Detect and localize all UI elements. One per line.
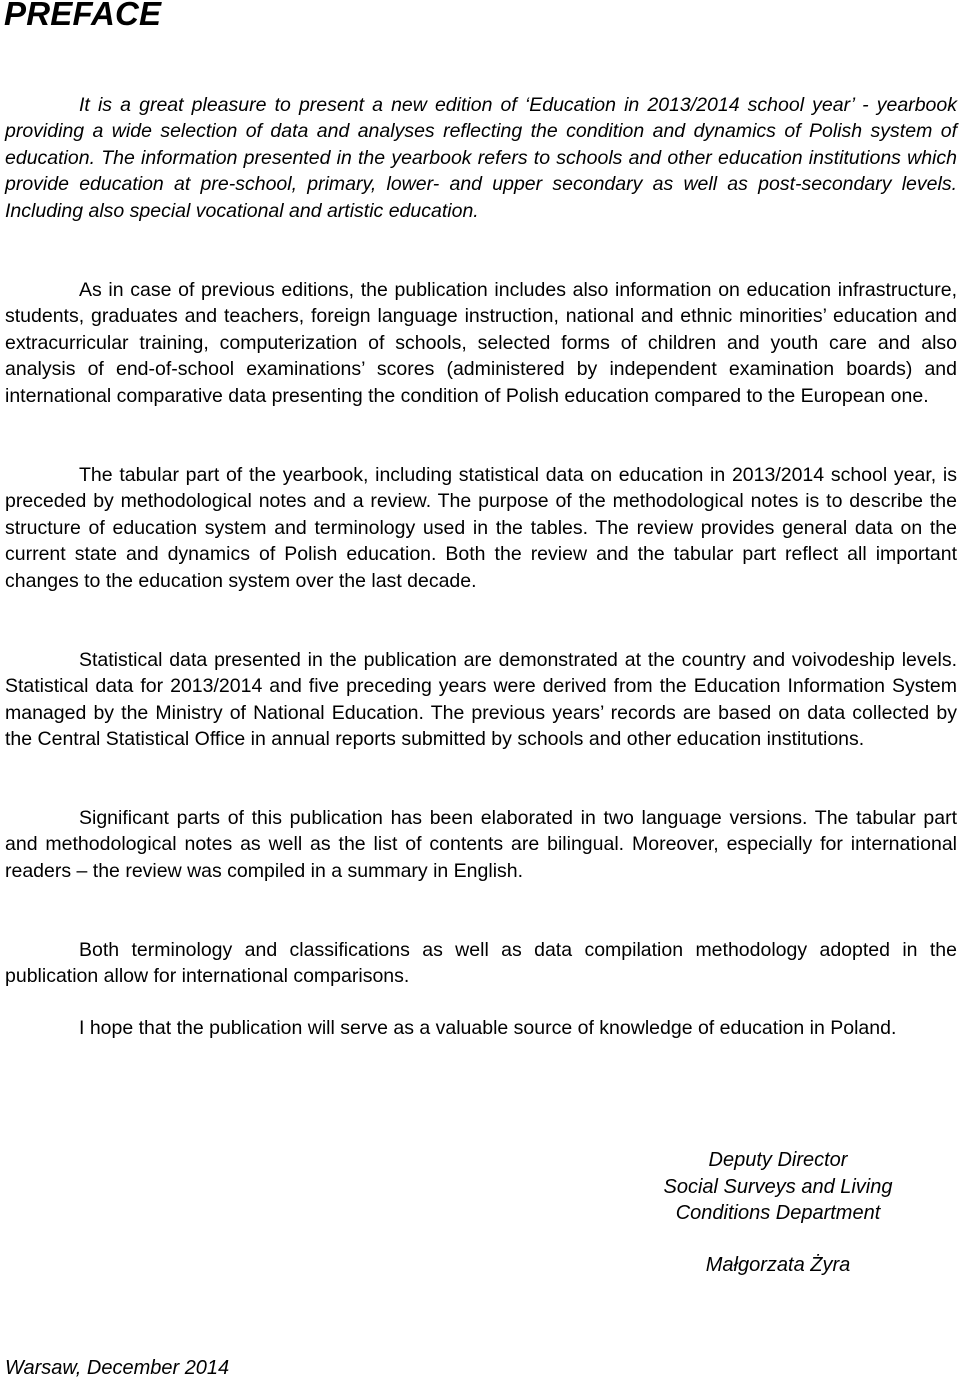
page-title: PREFACE xyxy=(4,0,162,32)
place-and-date: Warsaw, December 2014 xyxy=(5,1357,230,1379)
signature-role-line-1: Deputy Director xyxy=(708,1149,848,1171)
paragraph-intro: It is a great pleasure to present a new edition of ‘Education in 2013/2014 school year’ - yearbook providing a wide selection of data and analyses reflecting the condition and dynamics of Polish system of education. The information presented in the yearbook refers to schools and other education institutions which provide education at pre-school, primary, lower- and upper secondary as well as post-secondary levels. Including also special vocational and artistic education. xyxy=(5,94,957,222)
signature-block xyxy=(620,1147,936,1278)
paragraph-comparisons: Both terminology and classifications as well as data compilation methodology adopted in the publication allow for international comparisons. xyxy=(5,939,957,988)
signature-name: Małgorzata Żyra xyxy=(705,1253,851,1276)
signature-role-line-2: Social Surveys and Living xyxy=(663,1175,893,1198)
signature-role-line-3: Conditions Department xyxy=(675,1202,881,1224)
paragraph-closing: I hope that the publication will serve as a valuable source of knowledge of education in Poland. xyxy=(79,1017,897,1039)
paragraph-language-versions: Significant parts of this publication has been elaborated in two language versions. The tabular part and methodological notes as well as the list of contents are bilingual. Moreover, especially for international readers – the review was compiled in a summary in English. xyxy=(5,807,957,882)
paragraph-scope: As in case of previous editions, the publication includes also information on education infrastructure, students, graduates and teachers, foreign language instruction, national and ethnic minorities’ education and extracurricular training, computerization of schools, selected forms of children and youth care and also analysis of end-of-school examinations’ scores (administered by independent examination boards) and international comparative data presenting the condition of Polish education compared to the European one. xyxy=(5,279,957,407)
paragraph-tabular-part: The tabular part of the yearbook, including statistical data on education in 2013/2014 school year, is preceded by methodological notes and a review. The purpose of the methodological notes is to describe the structure of education system and terminology used in the tables. The review provides general data on the current state and dynamics of Polish education. Both the review and the tabular part reflect all important changes to the education system over the last decade. xyxy=(5,464,957,592)
paragraph-statistical-data: Statistical data presented in the publication are demonstrated at the country and voivodeship levels. Statistical data for 2013/2014 and five preceding years were derived from the Education Information System managed by the Ministry of National Education. The previous years’ records are based on data collected by the Central Statistical Office in annual reports submitted by schools and other education institutions. xyxy=(5,649,957,751)
